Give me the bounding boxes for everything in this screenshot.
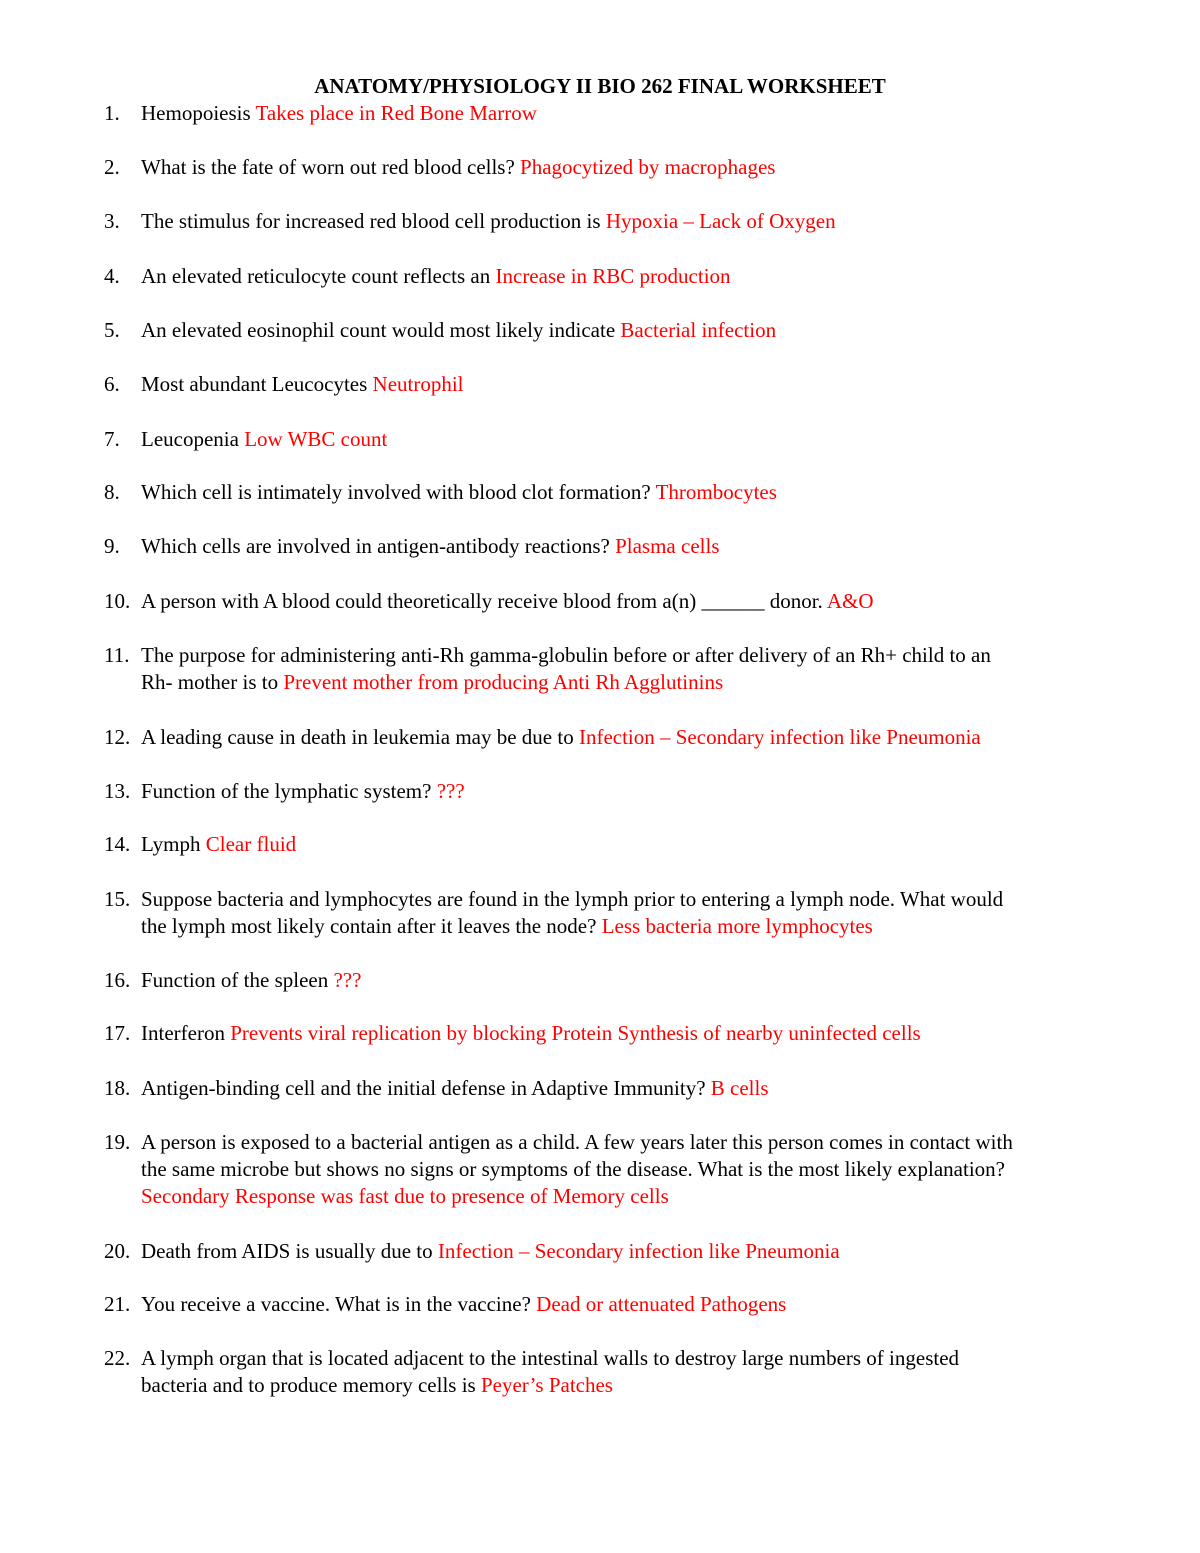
question-text: Function of the spleen	[141, 968, 334, 992]
question-body	[141, 967, 1141, 994]
answer-text: Prevent mother from producing Anti Rh Agglutinins	[283, 670, 724, 694]
question-line	[141, 1238, 1141, 1265]
question-text: Which cell is intimately involved with blood clot formation?	[141, 480, 656, 504]
answer-text: Less bacteria more lymphocytes	[601, 914, 873, 938]
question-text: Lymph	[141, 832, 206, 856]
question-number: 6.	[104, 372, 120, 396]
question-body	[141, 831, 1141, 858]
question-text: You receive a vaccine. What is in the vaccine?	[141, 1292, 537, 1316]
question-number: 20.	[104, 1239, 131, 1263]
question-number: 15.	[104, 887, 131, 911]
page-title: ANATOMY/PHYSIOLOGY II BIO 262 FINAL WORKSHEET	[314, 74, 886, 98]
answer-text: Neutrophil	[372, 372, 464, 396]
question-body	[141, 1291, 1141, 1318]
answer-text: B cells	[710, 1076, 769, 1100]
question-line	[141, 831, 1141, 858]
question-text: Which cells are involved in antigen-antibody reactions?	[141, 534, 616, 558]
question-text: the lymph most likely contain after it leaves the node?	[141, 914, 602, 938]
question-body	[141, 1020, 1141, 1047]
question-text: Antigen-binding cell and the initial defense in Adaptive Immunity?	[141, 1076, 711, 1100]
question-text: A person with A blood could theoretically receive blood from a(n) ______ donor.	[141, 589, 827, 613]
question-text: Death from AIDS is usually due to	[141, 1239, 438, 1263]
question-body	[141, 1129, 1141, 1210]
question-line	[141, 426, 1141, 453]
question-number: 17.	[104, 1021, 131, 1045]
question-number: 21.	[104, 1292, 131, 1316]
question-number: 13.	[104, 779, 131, 803]
question-text: A person is exposed to a bacterial antigen as a child. A few years later this person comes in contact with	[141, 1130, 1013, 1154]
question-line	[141, 1075, 1141, 1102]
question-number: 1.	[104, 101, 120, 125]
question-text: Leucopenia	[141, 427, 245, 451]
question-number: 22.	[104, 1346, 131, 1370]
question-text: Function of the lymphatic system?	[141, 779, 437, 803]
question-body	[141, 642, 1141, 696]
question-body	[141, 886, 1141, 940]
question-line	[141, 1372, 1141, 1399]
question-line	[141, 1020, 1141, 1047]
question-number: 3.	[104, 209, 120, 233]
answer-text: Infection – Secondary infection like Pneumonia	[437, 1239, 840, 1263]
question-text: Suppose bacteria and lymphocytes are found in the lymph prior to entering a lymph node. What would	[141, 887, 1004, 911]
answer-text: Clear fluid	[205, 832, 297, 856]
question-number: 10.	[104, 589, 131, 613]
question-text: Interferon	[141, 1021, 231, 1045]
question-text: The stimulus for increased red blood cell production is	[141, 209, 606, 233]
question-line	[141, 1345, 1141, 1372]
question-text: Hemopoiesis	[141, 101, 256, 125]
answer-text: Hypoxia – Lack of Oxygen	[605, 209, 836, 233]
answer-text: ???	[436, 779, 465, 803]
question-text: A leading cause in death in leukemia may be due to	[141, 725, 579, 749]
question-text: An elevated eosinophil count would most likely indicate	[141, 318, 621, 342]
answer-text: Infection – Secondary infection like Pneumonia	[578, 725, 981, 749]
question-number: 12.	[104, 725, 131, 749]
question-line	[141, 1291, 1141, 1318]
question-line	[141, 886, 1141, 913]
question-line	[141, 669, 1141, 696]
question-line	[141, 1183, 1141, 1210]
answer-text: Phagocytized by macrophages	[520, 155, 776, 179]
answer-text: Secondary Response was fast due to presence of Memory cells	[141, 1184, 669, 1208]
answer-text: Bacterial infection	[620, 318, 777, 342]
question-number: 5.	[104, 318, 120, 342]
question-number: 18.	[104, 1076, 131, 1100]
question-line	[141, 642, 1141, 669]
question-body	[141, 426, 1141, 453]
answer-text: Thrombocytes	[655, 480, 777, 504]
question-line	[141, 154, 1141, 181]
question-text: Most abundant Leucocytes	[141, 372, 373, 396]
question-line	[141, 208, 1141, 235]
question-line	[141, 913, 1141, 940]
question-body	[141, 588, 1141, 615]
question-body	[141, 1075, 1141, 1102]
question-number: 9.	[104, 534, 120, 558]
question-body	[141, 154, 1141, 181]
question-body	[141, 479, 1141, 506]
question-text: An elevated reticulocyte count reflects an	[141, 264, 496, 288]
question-body	[141, 1345, 1141, 1399]
answer-text: Plasma cells	[615, 534, 720, 558]
question-line	[141, 967, 1141, 994]
question-line	[141, 778, 1141, 805]
answer-text: Low WBC count	[244, 427, 388, 451]
question-line	[141, 1156, 1141, 1183]
question-text: What is the fate of worn out red blood cells?	[141, 155, 521, 179]
answer-text: Peyer’s Patches	[480, 1373, 613, 1397]
question-number: 4.	[104, 264, 120, 288]
question-body	[141, 208, 1141, 235]
question-line	[141, 263, 1141, 290]
question-line	[141, 100, 1141, 127]
question-number: 8.	[104, 480, 120, 504]
question-text: Rh- mother is to	[141, 670, 284, 694]
question-body	[141, 778, 1141, 805]
question-line	[141, 588, 1141, 615]
question-line	[141, 317, 1141, 344]
question-number: 11.	[104, 643, 130, 667]
question-text: A lymph organ that is located adjacent to the intestinal walls to destroy large numbers of ingested	[141, 1346, 960, 1370]
question-number: 14.	[104, 832, 131, 856]
question-text: bacteria and to produce memory cells is	[141, 1373, 481, 1397]
question-text: the same microbe but shows no signs or symptoms of the disease. What is the most likely explanation?	[141, 1157, 1005, 1181]
question-number: 2.	[104, 155, 120, 179]
question-number: 19.	[104, 1130, 131, 1154]
question-text: The purpose for administering anti-Rh gamma-globulin before or after delivery of an Rh+ child to an	[141, 643, 991, 667]
answer-text: Increase in RBC production	[495, 264, 731, 288]
answer-text: Dead or attenuated Pathogens	[536, 1292, 787, 1316]
question-number: 7.	[104, 427, 120, 451]
question-line	[141, 724, 1141, 751]
question-body	[141, 1238, 1141, 1265]
question-body	[141, 317, 1141, 344]
answer-text: Takes place in Red Bone Marrow	[255, 101, 537, 125]
answer-text: ???	[333, 968, 362, 992]
question-number: 16.	[104, 968, 131, 992]
question-line	[141, 533, 1141, 560]
answer-text: A&O	[826, 589, 874, 613]
question-body	[141, 533, 1141, 560]
question-line	[141, 479, 1141, 506]
question-body	[141, 263, 1141, 290]
question-body	[141, 100, 1141, 127]
question-body	[141, 371, 1141, 398]
answer-text: Prevents viral replication by blocking Protein Synthesis of nearby uninfected cells	[230, 1021, 921, 1045]
question-body	[141, 724, 1141, 751]
question-line	[141, 1129, 1141, 1156]
question-line	[141, 371, 1141, 398]
